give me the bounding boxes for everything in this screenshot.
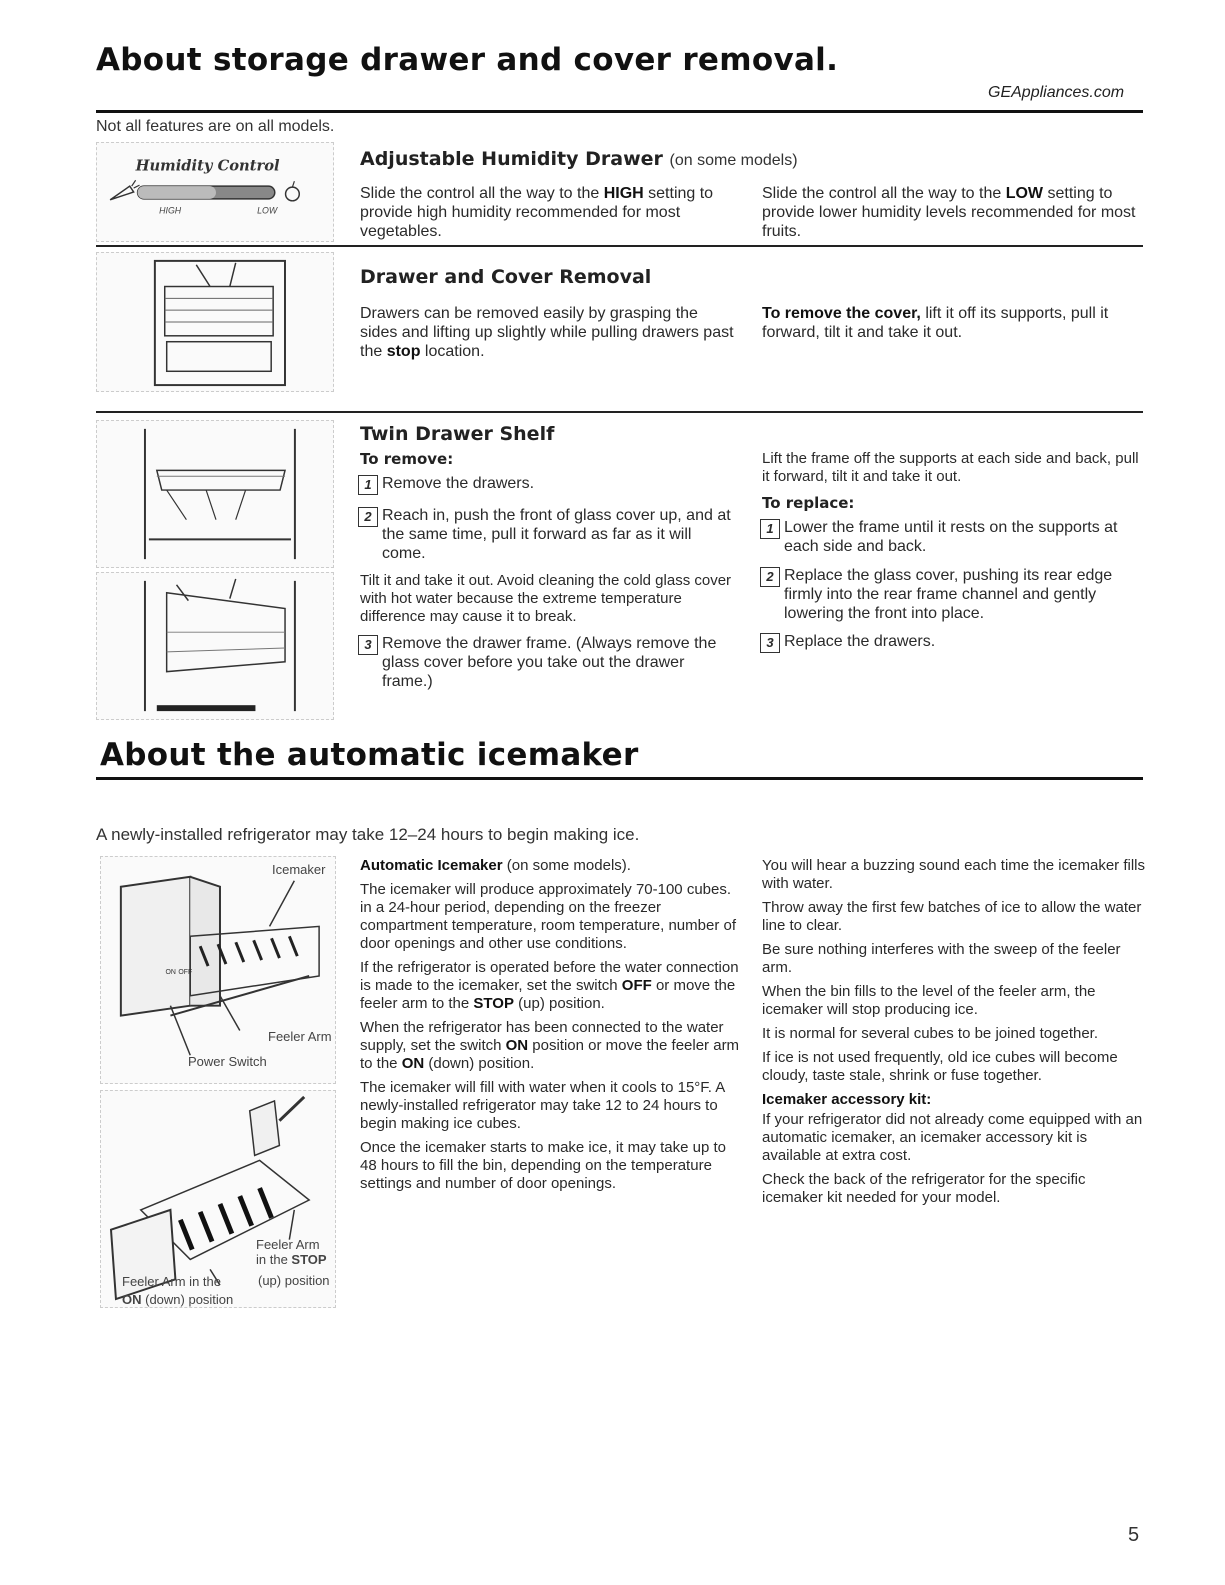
icemaker-intro: A newly-installed refrigerator may take 12–24 hours to begin making ice.: [96, 825, 640, 844]
icemaker-right-column: You will hear a buzzing sound each time the icemaker fills with water. Throw away the first few batches of ice to allow the water line to clear. Be sure nothing interferes with the sweep of the feeler arm. When the bin fills to the level of the feeler arm, the icemaker will stop producing ice. It is normal for several cubes to be joined together. If ice is not used frequently, old ice cubes will become cloudy, taste stale, shrink or fuse together. Icemaker accessory kit: If your refrigerator did not already come equipped with an automatic icemaker, an icemaker accessory kit is available at extra cost. Check the back of the refrigerator for the specific icemaker kit needed for your model.: [762, 857, 1145, 1206]
feeler-arm-on-caption: Feeler Arm in the: [122, 1274, 221, 1289]
humidity-title: Humidity Control: [135, 157, 280, 175]
tilt-warning-text: Tilt it and take it out. Avoid cleaning the cold glass cover with hot water because the extreme temperature difference may cause it to break.: [360, 572, 732, 625]
remove-step-1: 1 Remove the drawers.: [358, 474, 736, 495]
twin-shelf-illustration-bottom: [96, 572, 334, 720]
to-replace-heading: To replace:: [762, 494, 855, 512]
carrot-icon: [110, 180, 139, 200]
twin-shelf-illustration-top: [96, 420, 334, 568]
twin-shelf-heading: Twin Drawer Shelf: [360, 423, 555, 445]
models-note: Not all features are on all models.: [96, 118, 335, 135]
remove-step-2: 2 Reach in, push the front of glass cover up, and at the same time, pull it forward as far as it will come.: [358, 506, 736, 563]
page-title: About storage drawer and cover removal.: [96, 42, 839, 78]
humidity-right-text: Slide the control all the way to the LOW setting to provide lower humidity levels recommended for most fruits.: [762, 185, 1136, 240]
title-rule: [96, 777, 1143, 780]
apple-icon: [286, 181, 300, 201]
replace-step-2: 2 Replace the glass cover, pushing its rear edge firmly into the rear frame channel and gently lowering the front into place.: [760, 566, 1142, 623]
removal-right-text: To remove the cover, lift it off its supports, pull it forward, tilt it and take it out.: [762, 305, 1109, 341]
on-down-caption: ON (down) position: [122, 1292, 234, 1307]
section-rule: [96, 411, 1143, 413]
drawer-removal-illustration: [96, 252, 334, 392]
power-switch-caption: Power Switch: [188, 1054, 267, 1069]
icemaker-illustration-top: [100, 856, 336, 1084]
replace-step-1: 1 Lower the frame until it rests on the supports at each side and back.: [760, 518, 1142, 556]
humidity-left-text: Slide the control all the way to the HIGH setting to provide high humidity recommended for most vegetables.: [360, 185, 714, 240]
icemaker-middle-column: Automatic Icemaker (on some models). The icemaker will produce approximately 70-100 cubes. in a 24-hour period, depending on the freezer compartment temperature, room temperature, number of door openings and other use conditions. If the refrigerator is operated before the water connection is made to the icemaker, set the switch OFF or move the feeler arm to the STOP (up) position. When the refrigerator has been connected to the water supply, set the switch ON position or move the feeler arm to the ON (down) position. The icemaker will fill with water when it cools to 15°F. A newly-installed refrigerator may take 12 to 24 hours to begin making ice cubes. Once the icemaker starts to make ice, it may take up to 48 hours to fill the bin, depending on the temperature settings and number of door openings.: [360, 857, 740, 1192]
replace-step-3: 3 Replace the drawers.: [760, 632, 1142, 653]
off-switch-label: OFF: [178, 968, 193, 976]
section-rule: [96, 245, 1143, 247]
high-label: HIGH: [159, 205, 182, 216]
feeler-arm-stop-caption: Feeler Arm in the STOP: [256, 1237, 327, 1267]
removal-left-text: Drawers can be removed easily by grasping the sides and lifting up slightly while pulling drawers past the stop location.: [360, 305, 734, 360]
to-remove-heading: To remove:: [360, 450, 454, 468]
page-number: 5: [1128, 1524, 1140, 1546]
humidity-heading: Adjustable Humidity Drawer (on some models): [360, 148, 798, 170]
title-rule: [96, 110, 1143, 113]
on-switch-label: ON: [165, 968, 176, 976]
removal-heading: Drawer and Cover Removal: [360, 266, 652, 288]
icemaker-caption: Icemaker: [272, 862, 326, 877]
remove-step-3: 3 Remove the drawer frame. (Always remove the glass cover before you take out the drawer frame.): [358, 634, 736, 691]
icemaker-title: About the automatic icemaker: [100, 737, 639, 773]
humidity-control-illustration: [96, 142, 334, 242]
feeler-arm-caption: Feeler Arm: [268, 1029, 332, 1044]
website-label: GEAppliances.com: [988, 84, 1125, 101]
low-label: LOW: [257, 205, 278, 216]
lift-frame-text: Lift the frame off the supports at each side and back, pull it forward, tilt it and take it out.: [762, 450, 1139, 485]
up-position-caption: (up) position: [258, 1273, 330, 1288]
